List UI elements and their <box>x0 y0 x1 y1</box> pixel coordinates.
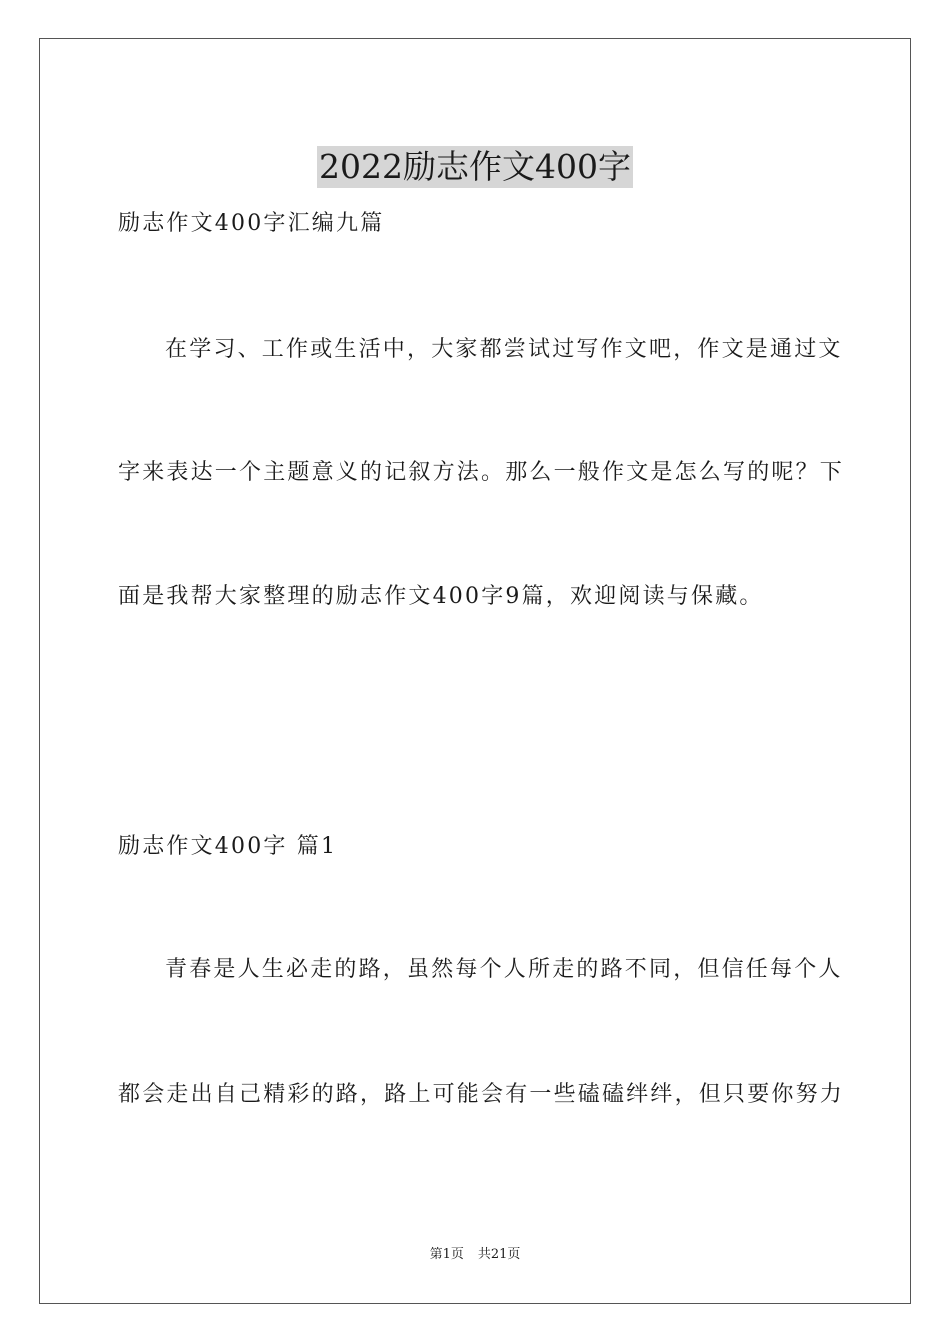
intro-line-2: 字来表达一个主题意义的记叙方法。那么一般作文是怎么写的呢？下 <box>118 460 845 485</box>
page-footer <box>0 1246 950 1264</box>
document-title: 2022励志作文400字 <box>319 147 631 187</box>
document-subtitle: 励志作文400字汇编九篇 <box>118 211 385 236</box>
section-line-1: 青春是人生必走的路，虽然每个人所走的路不同，但信任每个人 <box>165 957 843 982</box>
intro-line-3: 面是我帮大家整理的励志作文400字9篇，欢迎阅读与保藏。 <box>118 584 764 609</box>
page-number: 第1页 <box>429 1247 464 1262</box>
intro-line-1: 在学习、工作或生活中，大家都尝试过写作文吧，作文是通过文 <box>165 337 843 362</box>
total-pages: 共21页 <box>477 1247 521 1262</box>
section-line-2: 都会走出自己精彩的路，路上可能会有一些磕磕绊绊，但只要你努力 <box>118 1082 845 1107</box>
section-heading: 励志作文400字 篇1 <box>118 834 338 859</box>
title-container <box>0 124 950 210</box>
